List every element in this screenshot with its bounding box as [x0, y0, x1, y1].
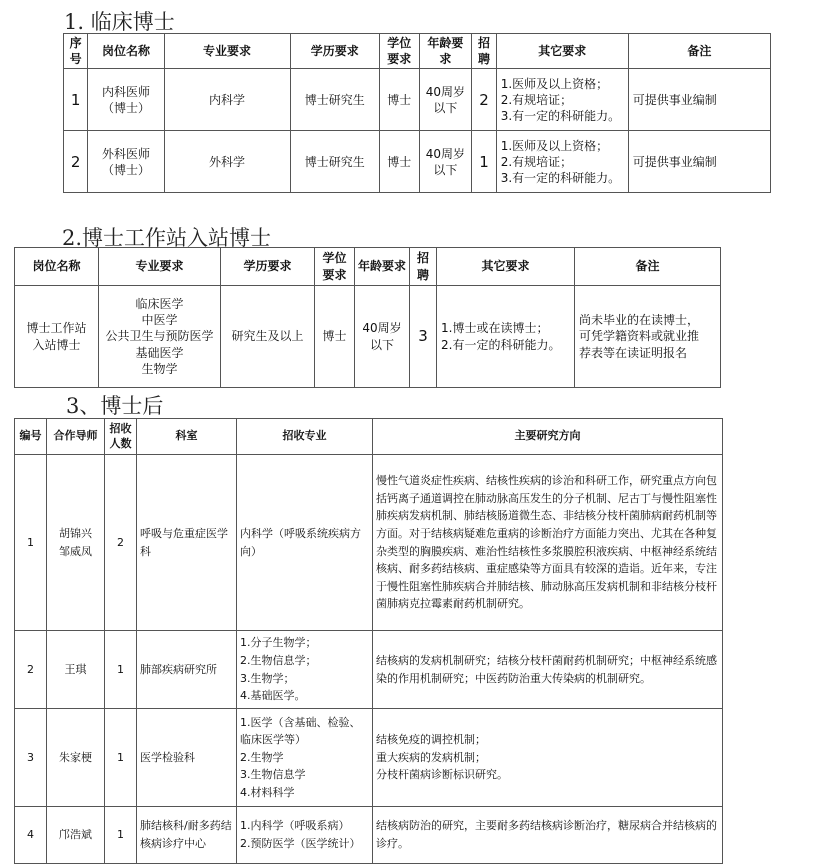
hiring-count: 2: [472, 69, 496, 131]
header-cell: 招收专业: [237, 419, 373, 455]
header-cell: 招聘: [410, 248, 437, 286]
enrollment-count: 1: [105, 709, 137, 807]
major-requirement: 内科学: [164, 69, 290, 131]
degree-requirement: 博士: [379, 131, 419, 193]
header-cell: 专业要求: [164, 34, 290, 69]
other-requirements: 1.博士或在读博士； 2.有一定的科研能力。: [437, 286, 575, 388]
row-number: 2: [64, 131, 88, 193]
table-row: [64, 131, 771, 193]
other-requirements: 1.医师及以上资格； 2.有规培证； 3.有一定的科研能力。: [496, 69, 628, 131]
degree-requirement: 博士: [379, 69, 419, 131]
major-requirement: 外科学: [164, 131, 290, 193]
row-number: 1: [15, 455, 47, 631]
table-header-row: [15, 248, 721, 286]
table-header-row: [15, 419, 723, 455]
education-requirement: 研究生及以上: [221, 286, 315, 388]
department: 肺结核科/耐多药结核病诊疗中心: [137, 807, 237, 864]
mentor-name: 胡锦兴 邹威凤: [47, 455, 105, 631]
header-cell: 年龄要求: [419, 34, 472, 69]
postdoc-station-table: [14, 247, 721, 388]
education-requirement: 博士研究生: [290, 131, 379, 193]
row-number: 1: [64, 69, 88, 131]
table-row: [15, 807, 723, 864]
age-requirement: 40周岁 以下: [355, 286, 410, 388]
header-cell: 主要研究方向: [373, 419, 723, 455]
header-cell: 备注: [575, 248, 721, 286]
department: 呼吸与危重症医学科: [137, 455, 237, 631]
hiring-count: 1: [472, 131, 496, 193]
department: 肺部疾病研究所: [137, 631, 237, 709]
section1-heading: 1. 临床博士: [64, 10, 175, 34]
enrollment-count: 1: [105, 631, 137, 709]
header-cell: 专业要求: [99, 248, 221, 286]
row-number: 2: [15, 631, 47, 709]
row-number: 3: [15, 709, 47, 807]
enrollment-major: 内科学（呼吸系统疾病方向）: [237, 455, 373, 631]
age-requirement: 40周岁 以下: [419, 131, 472, 193]
table-row: [15, 455, 723, 631]
header-cell: 学历要求: [290, 34, 379, 69]
mentor-name: 王琪: [47, 631, 105, 709]
position-name: 内科医师 （博士）: [88, 69, 164, 131]
clinical-doctor-table: [63, 33, 771, 193]
age-requirement: 40周岁 以下: [419, 69, 472, 131]
section2-heading: 2.博士工作站入站博士: [62, 226, 272, 250]
header-cell: 其它要求: [437, 248, 575, 286]
header-cell: 其它要求: [496, 34, 628, 69]
header-cell: 编号: [15, 419, 47, 455]
header-cell: 合作导师: [47, 419, 105, 455]
research-direction: 结核免疫的调控机制； 重大疾病的发病机制； 分枝杆菌病诊断标识研究。: [373, 709, 723, 807]
section3-heading: 3、博士后: [66, 394, 164, 418]
other-requirements: 1.医师及以上资格； 2.有规培证； 3.有一定的科研能力。: [496, 131, 628, 193]
enrollment-count: 2: [105, 455, 137, 631]
enrollment-major: 1.分子生物学； 2.生物信息学； 3.生物学； 4.基础医学。: [237, 631, 373, 709]
table-row: [64, 69, 771, 131]
position-name: 博士工作站 入站博士: [15, 286, 99, 388]
header-cell: 学位要求: [379, 34, 419, 69]
research-direction: 慢性气道炎症性疾病、结核性疾病的诊治和科研工作，研究重点方向包括钙离子通道调控在肺动脉高压发生的分子机制、尼古丁与慢性阻塞性肺疾病发病机制、肺结核肠道微生态、非结核分枝杆菌肺病耐药机制等方面。对于结核病疑难危重病的诊断治疗方面能力突出、尤其在各种复杂类型的胸膜疾病、难治性结核性多浆膜腔积液疾病、中枢神经系统结核病、耐多药结核病、重症感染等方面具有较深的造诣。近年来，专注于慢性阻塞性肺疾病合并肺结核、肺动脉高压发病机制和非结核分枝杆菌肺病克拉霉素耐药机制研究。: [373, 455, 723, 631]
table-row: [15, 709, 723, 807]
table-header-row: [64, 34, 771, 69]
postdoc-table: [14, 418, 723, 864]
enrollment-major: 1.医学（含基础、检验、临床医学等） 2.生物学 3.生物信息学 4.材料科学: [237, 709, 373, 807]
header-cell: 学历要求: [221, 248, 315, 286]
mentor-name: 邝浩斌: [47, 807, 105, 864]
position-name: 外科医师 （博士）: [88, 131, 164, 193]
remarks: 可提供事业编制: [628, 131, 770, 193]
header-cell: 序号: [64, 34, 88, 69]
enrollment-count: 1: [105, 807, 137, 864]
research-direction: 结核病防治的研究，主要耐多药结核病诊断治疗，糖尿病合并结核病的诊疗。: [373, 807, 723, 864]
department: 医学检验科: [137, 709, 237, 807]
header-cell: 备注: [628, 34, 770, 69]
hiring-count: 3: [410, 286, 437, 388]
degree-requirement: 博士: [315, 286, 355, 388]
mentor-name: 朱家梗: [47, 709, 105, 807]
header-cell: 科室: [137, 419, 237, 455]
major-requirement: 临床医学 中医学 公共卫生与预防医学 基础医学 生物学: [99, 286, 221, 388]
header-cell: 学位要求: [315, 248, 355, 286]
research-direction: 结核病的发病机制研究；结核分枝杆菌耐药机制研究；中枢神经系统感染的作用机制研究；中医药防治重大传染病的机制研究。: [373, 631, 723, 709]
header-cell: 招聘: [472, 34, 496, 69]
remarks: 可提供事业编制: [628, 69, 770, 131]
table-row: [15, 286, 721, 388]
header-cell: 岗位名称: [15, 248, 99, 286]
row-number: 4: [15, 807, 47, 864]
header-cell: 岗位名称: [88, 34, 164, 69]
education-requirement: 博士研究生: [290, 69, 379, 131]
table-row: [15, 631, 723, 709]
header-cell: 招收人数: [105, 419, 137, 455]
header-cell: 年龄要求: [355, 248, 410, 286]
remarks: 尚未毕业的在读博士， 可凭学籍资料或就业推 荐表等在读证明报名: [575, 286, 721, 388]
enrollment-major: 1.内科学（呼吸系病） 2.预防医学（医学统计）: [237, 807, 373, 864]
